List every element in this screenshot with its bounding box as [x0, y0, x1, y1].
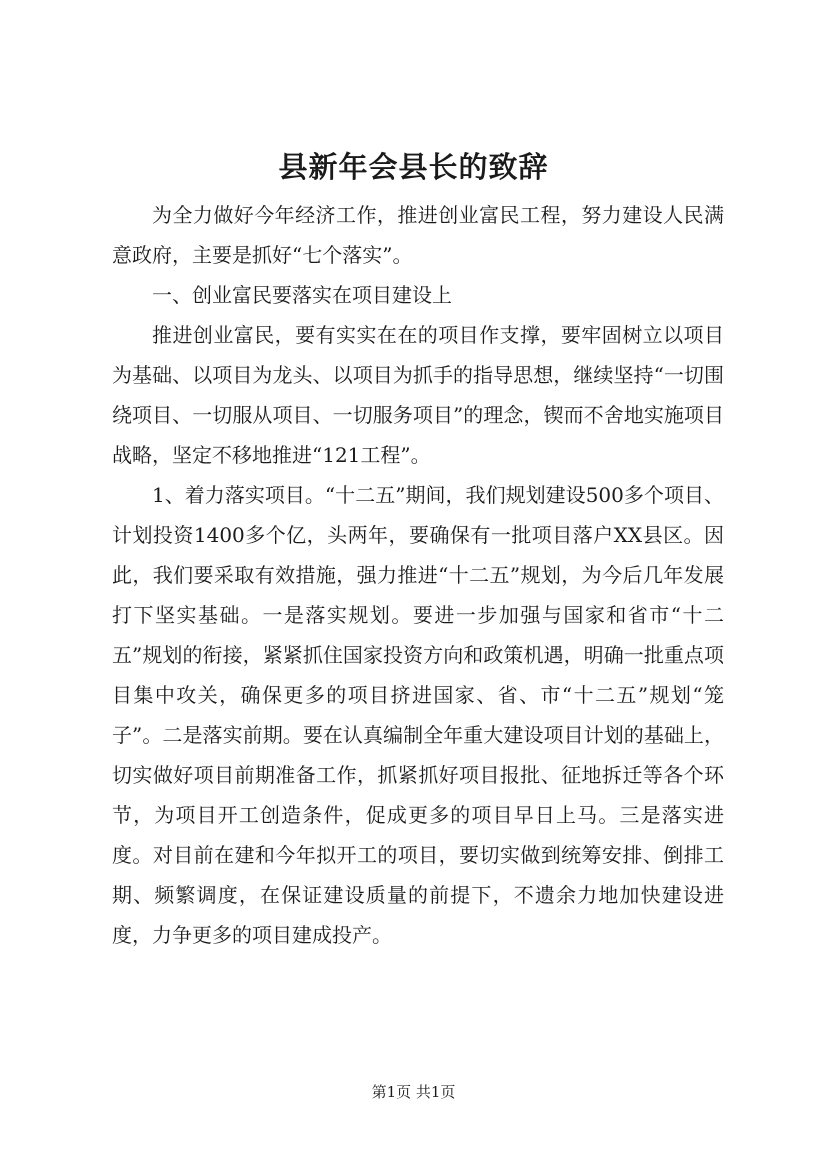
paragraph-project-support: 推进创业富民，要有实实在在的项目作支撑，要牢固树立以项目为基础、以项目为龙头、以项目为抓手的指导思想，继续坚持“一切围绕项目、一切服从项目、一切服务项目”的理念，锲而不舍地实施项目战略，坚定不移地推进“121工程”。 [112, 323, 724, 467]
section-heading: 一、创业富民要落实在项目建设上 [152, 283, 452, 307]
page-footer: 第1页 共1页 [371, 1083, 456, 1101]
document-body [112, 195, 724, 955]
paragraph-implement-projects: 1、着力落实项目。“十二五”期间，我们规划建设500多个项目、计划投资1400多个亿，头两年，要确保有一批项目落户XX县区。因此，我们要采取有效措施，强力推进“十二五”规划，为今后几年发展打下坚实基础。一是落实规划。要进一步加强与国家和省市“十二五”规划的衔接，紧紧抓住国家投资方向和政策机遇，明确一批重点项目集中攻关，确保更多的项目挤进国家、省、市“十二五”规划“笼子”。二是落实前期。要在认真编制全年重大建设项目计划的基础上，切实做好项目前期准备工作，抓紧抓好项目报批、征地拆迁等各个环节，为项目开工创造条件，促成更多的项目早日上马。三是落实进度。对目前在建和今年拟开工的项目，要切实做到统筹安排、倒排工期、频繁调度，在保证建设质量的前提下，不遗余力地加快建设进度，力争更多的项目建成投产。 [112, 483, 724, 947]
document-title: 县新年会县长的致辞 [278, 150, 549, 184]
paragraph-intro: 为全力做好今年经济工作，推进创业富民工程，努力建设人民满意政府，主要是抓好“七个落实”。 [112, 203, 724, 267]
